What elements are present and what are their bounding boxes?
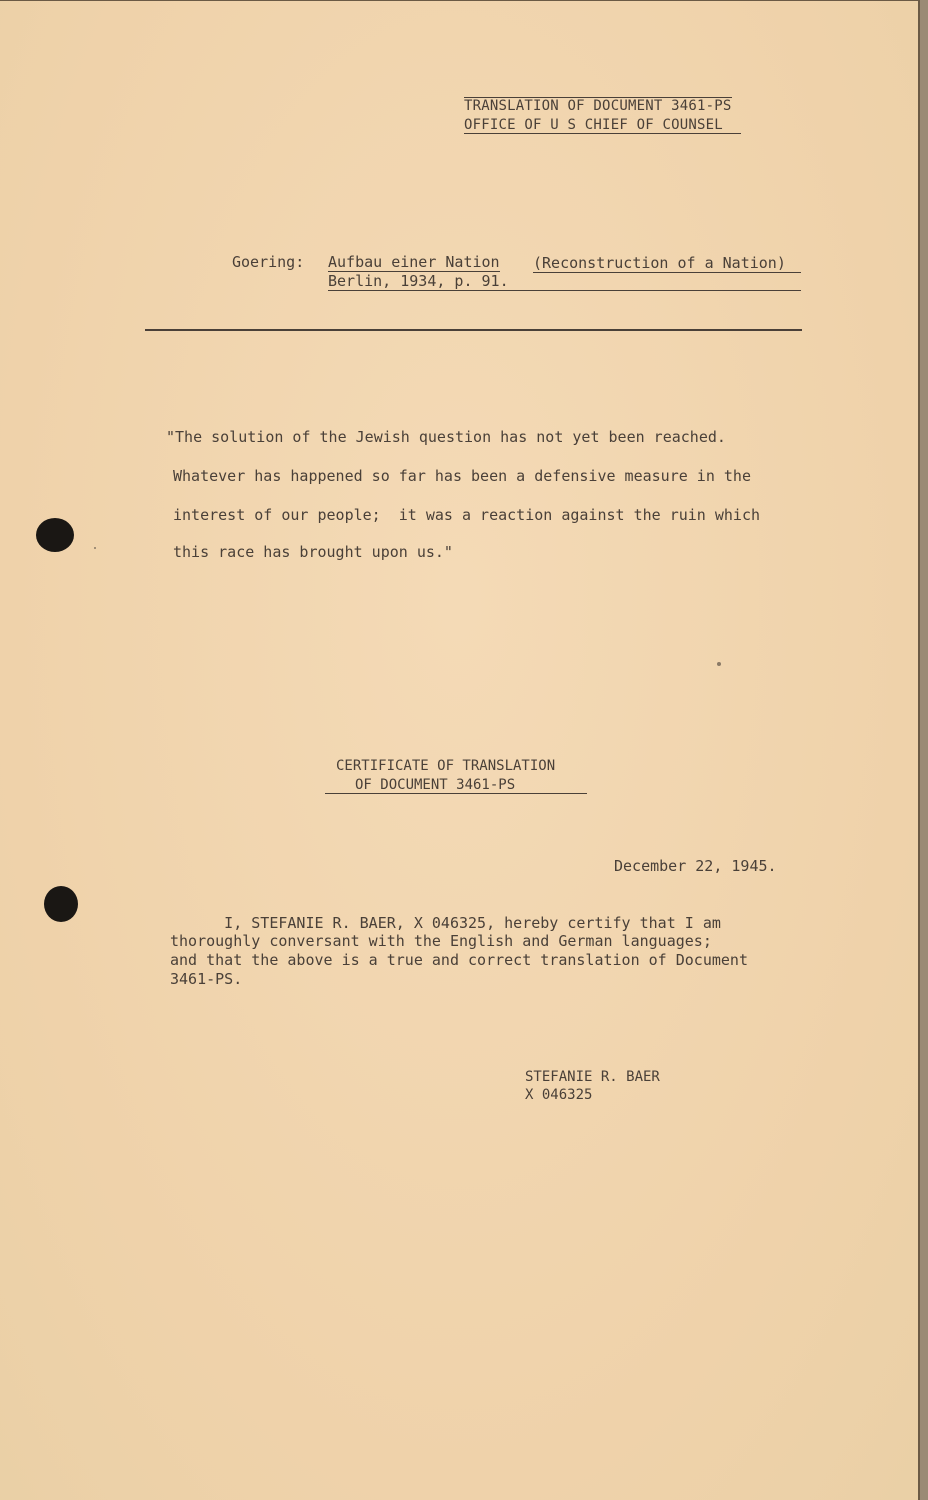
- certificate-body-line-4: 3461-PS.: [170, 970, 243, 988]
- section-divider: [145, 329, 802, 331]
- signature-name: STEFANIE R. BAER: [525, 1069, 660, 1085]
- quote-line-1: "The solution of the Jewish question has not yet been reached.: [166, 428, 726, 446]
- quote-line-3: interest of our people; it was a reaction against the ruin which: [173, 506, 760, 524]
- citation-title: Aufbau einer Nation: [328, 253, 500, 271]
- header-line-2: OFFICE OF U S CHIEF OF COUNSEL: [464, 117, 741, 134]
- page-top-edge: [0, 0, 918, 1]
- quote-line-2: Whatever has happened so far has been a defensive measure in the: [173, 467, 751, 485]
- certificate-body-line-2: thoroughly conversant with the English and German languages;: [170, 932, 712, 950]
- header-line-1: TRANSLATION OF DOCUMENT 3461-PS: [464, 98, 732, 114]
- citation-publication: Berlin, 1934, p. 91.: [328, 272, 801, 291]
- certificate-body-line-1: I, STEFANIE R. BAER, X 046325, hereby certify that I am: [170, 914, 721, 932]
- paper-speck: [94, 547, 96, 549]
- citation-author: Goering:: [232, 253, 305, 271]
- quote-line-4: this race has brought upon us.": [173, 543, 453, 561]
- certificate-body-line-3: and that the above is a true and correct translation of Document: [170, 951, 748, 969]
- citation-title-translation: (Reconstruction of a Nation): [533, 254, 801, 273]
- certificate-date: December 22, 1945.: [614, 857, 777, 875]
- punch-hole-upper: [36, 518, 74, 552]
- certificate-heading-line-2: OF DOCUMENT 3461-PS: [325, 777, 587, 794]
- signature-id: X 046325: [525, 1087, 593, 1103]
- paper-speck: [717, 662, 721, 666]
- punch-hole-lower: [44, 886, 78, 922]
- certificate-heading-line-1: CERTIFICATE OF TRANSLATION: [336, 758, 556, 774]
